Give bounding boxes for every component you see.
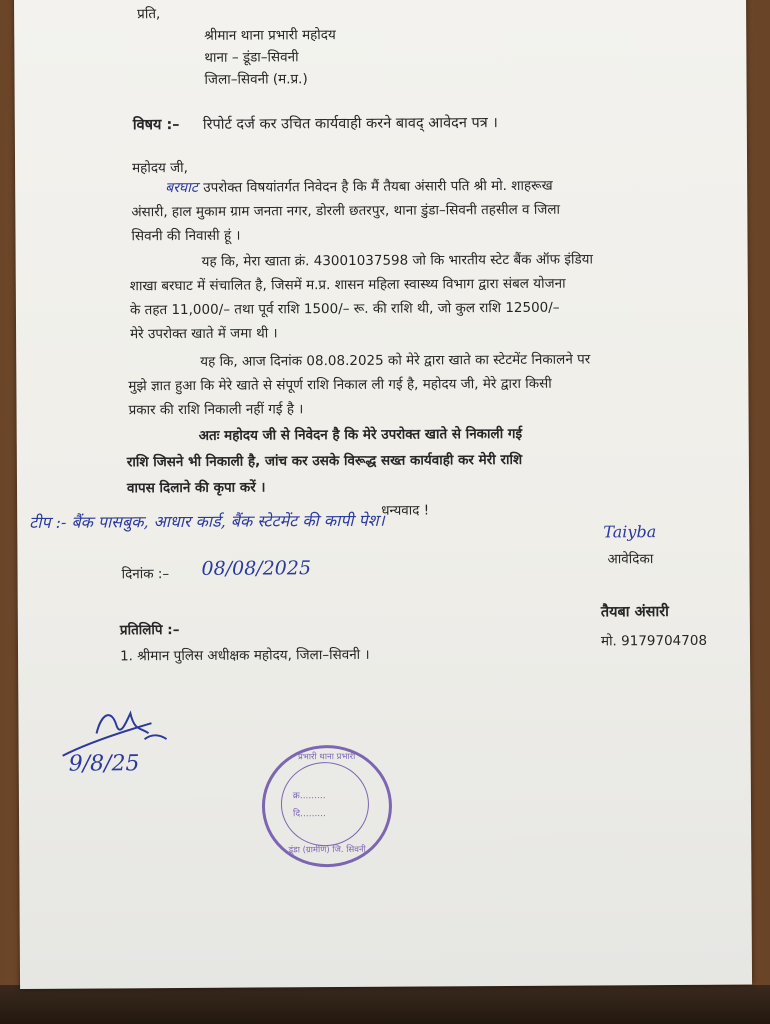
- para3-line2: मुझे ज्ञात हुआ कि मेरे खाते से संपूर्ण राशि निकाल ली गई है, महोदय जी, मेरे द्वारा किसी: [128, 375, 552, 395]
- para2-line2: शाखा बरघाट में संचालित है, जिसमें म.प्र. शासन महिला स्वास्थ्य विभाग द्वारा संबल योजना: [129, 275, 566, 295]
- stamp-top-text: प्रभारी थाना प्रभारी: [297, 751, 356, 763]
- para1-line2: अंसारी, हाल मुकाम ग्राम जनता नगर, डोरली छतरपुर, थाना डुंडा–सिवनी तहसील व जिला: [131, 201, 561, 221]
- para1-line3: सिवनी की निवासी हूं ।: [131, 227, 241, 245]
- addressee-line: श्रीमान थाना प्रभारी महोदय: [204, 27, 336, 44]
- copy-label: प्रतिलिपि :–: [119, 622, 180, 639]
- handwritten-note: टीप :- बैंक पासबुक, आधार कार्ड, बैंक स्टेटमेंट की कापी पेश।: [29, 510, 385, 532]
- date-label: दिनांक :–: [121, 566, 170, 583]
- station-line: थाना – डूंडा–सिवनी: [204, 49, 299, 66]
- copy-recipient: 1. श्रीमान पुलिस अधीक्षक महोदय, जिला–सिवनी ।: [119, 646, 370, 665]
- para2-line3: के तहत 11,000/– तथा पूर्व राशि 1500/– रू. की राशि थी, जो कुल राशि 12500/–: [129, 299, 560, 319]
- para3-line1: यह कि, आज दिनांक 08.08.2025 को मेरे द्वारा खाते का स्टेटमेंट निकालने पर: [200, 351, 591, 370]
- letter-page: [14, 0, 752, 989]
- para1-line1: उपरोक्त विषयांतर्गत निवेदन है कि मैं तैयबा अंसारी पति श्री मो. शाहरूख: [203, 177, 553, 196]
- applicant-mobile: मो. 9179704708: [600, 632, 708, 650]
- subject-label: विषय :–: [132, 116, 180, 134]
- para3-line3: प्रकार की राशि निकाली नहीं गई है ।: [128, 401, 304, 419]
- subject-text: रिपोर्ट दर्ज कर उचित कार्यवाही करने बावद् आवेदन पत्र ।: [202, 115, 498, 133]
- stamp-line-1: क्र.........: [292, 791, 326, 802]
- police-station-stamp: [262, 745, 393, 868]
- para2-line1: यह कि, मेरा खाता क्रं. 43001037598 जो कि भारतीय स्टेट बैंक ऑफ इंडिया: [201, 251, 594, 270]
- applicant-signature: Taiyba: [603, 522, 657, 542]
- para4-line1: अतः महोदय जी से निवेदन है कि मेरे उपरोक्त खाते से निकाली गई: [198, 425, 523, 444]
- thanks-text: धन्यवाद !: [381, 502, 430, 519]
- handwritten-insert: बरघाट: [165, 179, 198, 197]
- stamp-line-2: दि.........: [292, 809, 326, 820]
- stamp-inner-ring: [281, 762, 370, 847]
- applicant-label: आवेदिका: [607, 551, 654, 568]
- officer-date: 9/8/25: [68, 751, 140, 777]
- district-line: जिला–सिवनी (म.प्र.): [204, 71, 308, 88]
- handwritten-date: 08/08/2025: [201, 557, 312, 580]
- desk-edge: [0, 985, 770, 1024]
- salutation: महोदय जी,: [132, 159, 188, 177]
- stamp-bottom-text: डूंडा (ग्रामीण) जि. सिवनी: [288, 844, 366, 856]
- para4-line2: राशि जिसने भी निकाली है, जांच कर उसके विरूद्ध सख्त कार्यवाही कर मेरी राशि: [126, 451, 523, 471]
- para2-line4: मेरे उपरोक्त खाते में जमा थी ।: [130, 325, 278, 343]
- applicant-name: तैयबा अंसारी: [600, 604, 669, 621]
- para4-line3: वापस दिलाने की कृपा करें ।: [126, 479, 266, 497]
- to-line: प्रति,: [137, 6, 161, 23]
